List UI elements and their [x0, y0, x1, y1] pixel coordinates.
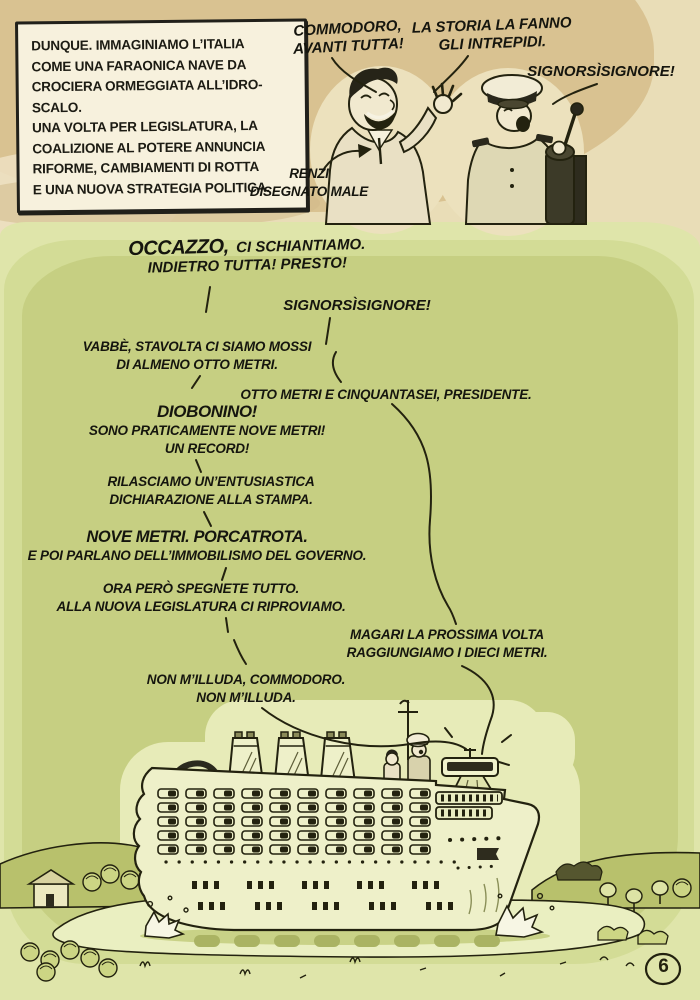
speech-line: VABBÈ, STAVOLTA CI SIAMO MOSSI	[82, 339, 312, 354]
speech-line: LA STORIA LA FANNO	[411, 14, 572, 37]
speech-line: DICHIARAZIONE ALLA STAMPA.	[109, 492, 313, 507]
speech-line: DI ALMENO OTTO METRI.	[116, 357, 278, 372]
speech-storia	[412, 14, 573, 56]
speech-occazzo	[128, 232, 366, 278]
speech-line: SIGNORSÌSIGNORE!	[283, 297, 431, 314]
caption-line: DUNQUE. IMMAGINIAMO L’ITALIA	[31, 36, 245, 54]
speech-line: ALLA NUOVA LEGISLATURA CI RIPROVIAMO.	[56, 599, 346, 614]
caption-line: SCALO.	[31, 99, 82, 115]
speech-line: MAGARI LA PROSSIMA VOLTA	[350, 627, 544, 642]
speech-line: DISEGNATO MALE	[249, 184, 369, 199]
caption-line: E UNA NUOVA STRATEGIA POLITICA.	[32, 179, 270, 197]
speech-signorsi-2	[283, 297, 431, 315]
speech-line: RILASCIAMO UN’ENTUSIASTICA	[107, 474, 315, 489]
speech-emphasis: NOVE METRI. PORCATROTA.	[86, 528, 308, 546]
speech-emphasis: DIOBONINO!	[157, 402, 257, 421]
page-number: 6	[658, 956, 669, 977]
speech-commodoro-avanti	[292, 17, 405, 59]
caption-line: CROCIERA ORMEGGIATA ALL’IDRO-	[31, 76, 263, 95]
label-renzi-disegnato-male	[250, 165, 368, 201]
speech-line: AVANTI TUTTA!	[292, 35, 405, 58]
speech-line: NON M’ILLUDA.	[196, 690, 296, 705]
speech-line: UN RECORD!	[164, 441, 250, 456]
speech-ora-pero	[56, 580, 345, 616]
speech-vabbe	[83, 338, 312, 374]
speech-line: SONO PRATICAMENTE NOVE METRI!	[88, 423, 326, 438]
speech-line: ORA PERÒ SPEGNETE TUTTO.	[102, 581, 300, 596]
speech-line: RENZI	[289, 166, 329, 181]
speech-signorsi-1	[527, 63, 675, 81]
speech-emphasis: OCCAZZO,	[127, 235, 229, 261]
speech-line: INDIETRO TUTTA! PRESTO!	[147, 254, 348, 277]
speech-line: RAGGIUNGIAMO I DIECI METRI.	[346, 645, 548, 660]
speech-line: E POI PARLANO DELL’IMMOBILISMO DEL GOVERNO.	[27, 548, 367, 563]
speech-line: NON M’ILLUDA, COMMODORO.	[146, 672, 346, 687]
speech-magari	[347, 626, 548, 662]
speech-line: CI SCHIANTIAMO.	[235, 235, 366, 257]
speech-nove-metri	[28, 527, 367, 565]
speech-non-milluda	[147, 671, 345, 707]
caption-line: COME UNA FARAONICA NAVE DA	[31, 56, 247, 74]
speech-line: GLI INTREPIDI.	[438, 33, 547, 54]
caption-line: UNA VOLTA PER LEGISLATURA, LA	[32, 117, 258, 136]
characters-illustration	[310, 56, 597, 236]
caption-line: RIFORME, CAMBIAMENTI DI ROTTA	[32, 158, 260, 177]
speech-rilasciamo	[107, 473, 314, 509]
speech-diobonino	[89, 402, 325, 458]
caption-line: COALIZIONE AL POTERE ANNUNCIA	[32, 138, 266, 156]
speech-line: COMMODORO,	[292, 17, 403, 40]
speech-line: OTTO METRI E CINQUANTASEI, PRESIDENTE.	[240, 387, 532, 402]
speech-line: SIGNORSÌSIGNORE!	[527, 63, 675, 80]
